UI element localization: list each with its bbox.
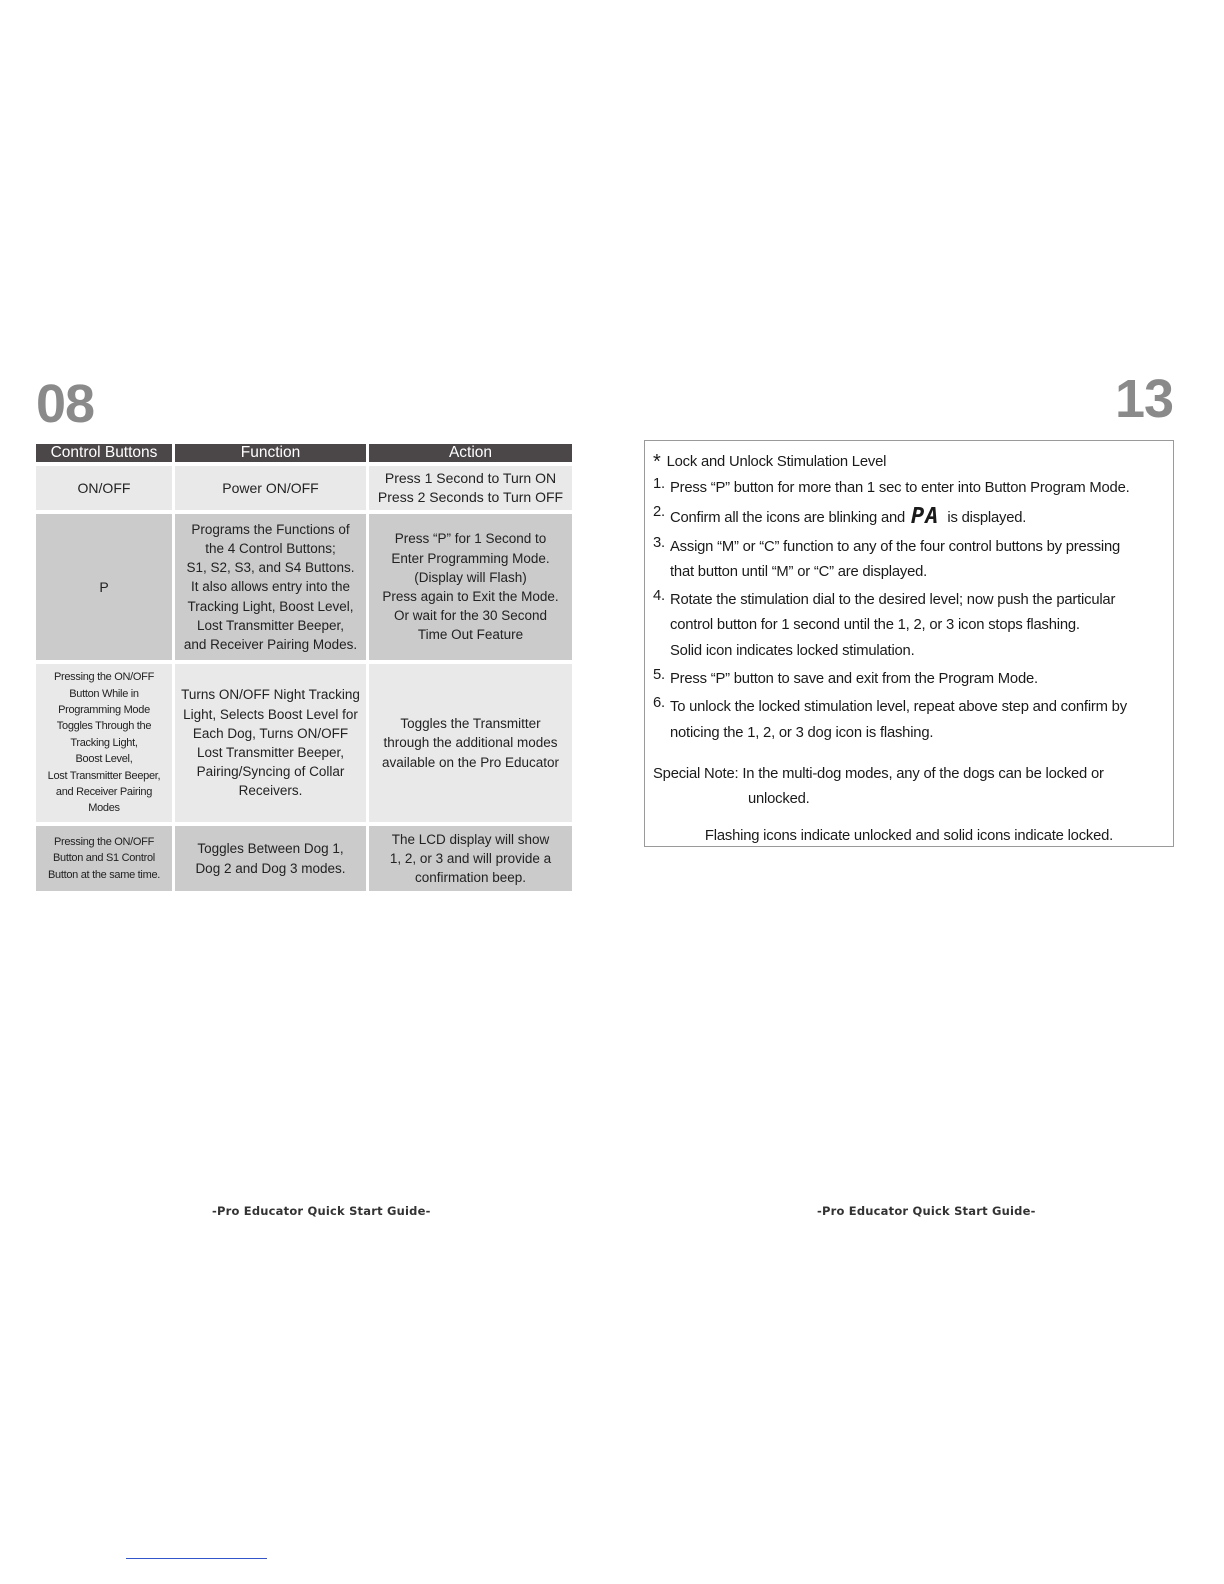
special-note-text: In the multi-dog modes, any of the dogs can be locked or [742,765,1104,782]
box-title [653,451,1165,473]
link-underline [126,1558,267,1559]
step-text: control button for 1 second until the 1, 2, or 3 icon stops flashing. [670,617,1080,634]
step-text: is displayed. [947,510,1027,527]
cell-action: Toggles the Transmitter through the additional modes available on the Pro Educator [369,664,572,822]
header-function: Function [175,444,366,462]
footer-left: -Pro Educator Quick Start Guide- [212,1204,431,1218]
cell-action: The LCD display will show 1, 2, or 3 and will provide a confirmation beep. [369,826,572,891]
lock-unlock-info-box [644,440,1174,847]
list-item [653,504,1165,531]
step-text: that button until “M” or “C” are displayed. [670,563,928,580]
box-title-text: Lock and Unlock Stimulation Level [666,454,887,470]
cell-function: Toggles Between Dog 1, Dog 2 and Dog 3 modes. [175,826,366,891]
step-text: Press “P” button to save and exit from the Program Mode. [670,671,1038,688]
step-number: 3. [653,534,665,551]
table-header-row [36,444,572,462]
special-note-text: unlocked. [748,790,810,807]
asterisk-icon: * [653,451,661,473]
step-number: 2. [653,504,665,521]
step-number: 1. [653,476,665,492]
header-action: Action [369,444,572,462]
special-note-label: Special Note: [653,765,739,782]
step-text: To unlock the locked stimulation level, repeat above step and confirm by [670,699,1127,716]
page-number-left: 08 [36,374,95,434]
control-buttons-table [36,444,572,891]
cell-function: Power ON/OFF [175,466,366,510]
cell-button: Pressing the ON/OFF Button and S1 Control Button at the same time. [36,826,172,891]
step-text: noticing the 1, 2, or 3 dog icon is flashing. [670,724,934,741]
list-item [653,588,1165,664]
table-row [36,514,572,660]
special-note [653,762,1165,812]
page-number-right: 13 [1115,369,1174,429]
list-item [653,667,1165,692]
cell-action: Press “P” for 1 Second to Enter Programming Mode. (Display will Flash) Press again to Exit the Mode. Or wait for the 30 Second Time Out Feature [369,514,572,660]
footer-right: -Pro Educator Quick Start Guide- [817,1204,1036,1218]
step-text: Assign “M” or “C” function to any of the four control buttons by pressing [670,538,1121,555]
cell-button: Pressing the ON/OFF Button While in Programming Mode Toggles Through the Tracking Light, Boost Level, Lost Transmitter Beeper, and Receiver Pairing Modes [36,664,172,822]
step-number: 5. [653,667,665,684]
cell-action: Press 1 Second to Turn ON Press 2 Seconds to Turn OFF [369,466,572,510]
step-text: Rotate the stimulation dial to the desired level; now push the particular [670,592,1116,609]
list-item [653,476,1165,501]
step-text: Press “P” button for more than 1 sec to enter into Button Program Mode. [670,480,1130,496]
step-number: 6. [653,695,665,712]
cell-function: Turns ON/OFF Night Tracking Light, Selects Boost Level for Each Dog, Turns ON/OFF Lost Transmitter Beeper, Pairing/Syncing of Collar Receivers. [175,664,366,822]
flash-note: Flashing icons indicate unlocked and solid icons indicate locked. [704,827,1114,844]
step-text: Confirm all the icons are blinking and [670,510,906,527]
step-number: 4. [653,588,665,605]
cell-function: Programs the Functions of the 4 Control Buttons; S1, S2, S3, and S4 Buttons. It also allows entry into the Tracking Light, Boost Level, Lost Transmitter Beeper, and Receiver Pairing Modes. [175,514,366,660]
cell-button: P [36,514,172,660]
table-row [36,826,572,891]
table-row [36,466,572,510]
list-item [653,535,1165,586]
step-text: Solid icon indicates locked stimulation. [670,642,915,659]
lcd-pa-icon: PA [910,504,940,530]
table-row [36,664,572,822]
header-control-buttons: Control Buttons [36,444,172,462]
list-item [653,695,1165,746]
cell-button: ON/OFF [36,466,172,510]
